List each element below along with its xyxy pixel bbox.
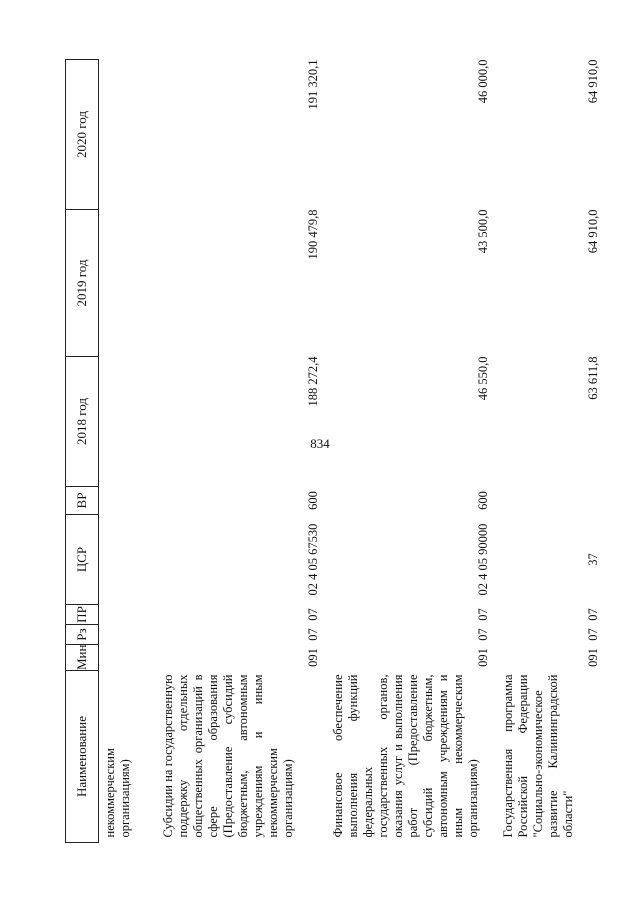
row-2018: [99, 357, 158, 487]
header-min: Мин: [66, 645, 99, 671]
row-pr: 07: [586, 608, 600, 621]
row-name: некоммерческим организациям): [103, 748, 132, 838]
row-min: 091: [476, 648, 490, 667]
row-rz: 07: [476, 628, 490, 641]
table-row: [327, 60, 497, 843]
row-pr: [99, 605, 158, 625]
table-row: [497, 60, 607, 843]
header-vr: ВР: [66, 487, 99, 515]
rotated-table-container: [65, 59, 600, 843]
row-vr: 600: [476, 491, 490, 510]
budget-table: [65, 59, 607, 843]
row-2019: [99, 210, 158, 357]
row-2020: 46 000,0: [476, 59, 490, 104]
row-name: Субсидии на государственную поддержку отдельных общественных организаций в сфере образования (Предоставление субсидий бюджетным, автономным учреждениям и иным некоммерческим организациям): [161, 674, 295, 838]
page-number: 834: [310, 436, 330, 451]
row-name: Финансовое обеспечение выполнения функций федеральных государственных органов, оказания услуг и выполнения работ (Предоставление субсидий бюджетным, автономным учреждениям и иным некоммерческим организациям): [331, 674, 480, 838]
row-2020: 191 320,1: [306, 59, 320, 110]
row-csr: [99, 515, 158, 605]
table-row: [157, 60, 327, 843]
row-vr: 600: [306, 491, 320, 510]
row-csr: 37: [586, 553, 600, 566]
header-2020: 2020 год: [66, 60, 99, 210]
row-min: 091: [306, 648, 320, 667]
table-row: [99, 60, 158, 843]
row-2019: 190 479,8: [306, 209, 320, 260]
table-header-row: [66, 60, 99, 843]
header-csr: ЦСР: [66, 515, 99, 605]
header-2018: 2018 год: [66, 357, 99, 487]
header-2019: 2019 год: [66, 210, 99, 357]
header-rz: Рз: [66, 625, 99, 645]
row-2018: 188 272,4: [306, 356, 320, 407]
row-2018: 46 550,0: [476, 356, 490, 401]
row-pr: 07: [306, 608, 320, 621]
row-2019: 43 500,0: [476, 209, 490, 254]
row-rz: 07: [306, 628, 320, 641]
row-2020: 64 910,0: [586, 59, 600, 104]
row-2020: [99, 60, 158, 210]
row-vr: [99, 487, 158, 515]
row-vr: [497, 487, 607, 515]
row-2018: 63 611,8: [586, 356, 600, 400]
row-rz: 07: [586, 628, 600, 641]
header-pr: ПР: [66, 605, 99, 625]
row-name: Государственная программа Российской Федерации "Социально-экономическое развитие Калининградской области": [501, 674, 575, 838]
row-2019: 64 910,0: [586, 209, 600, 254]
row-min: [99, 645, 158, 671]
row-pr: 07: [476, 608, 490, 621]
row-csr: 02 4 05 90000: [476, 523, 490, 596]
row-rz: [99, 625, 158, 645]
header-name: Наименование: [66, 671, 99, 843]
row-csr: 02 4 05 67530: [306, 523, 320, 596]
row-min: 091: [586, 648, 600, 667]
